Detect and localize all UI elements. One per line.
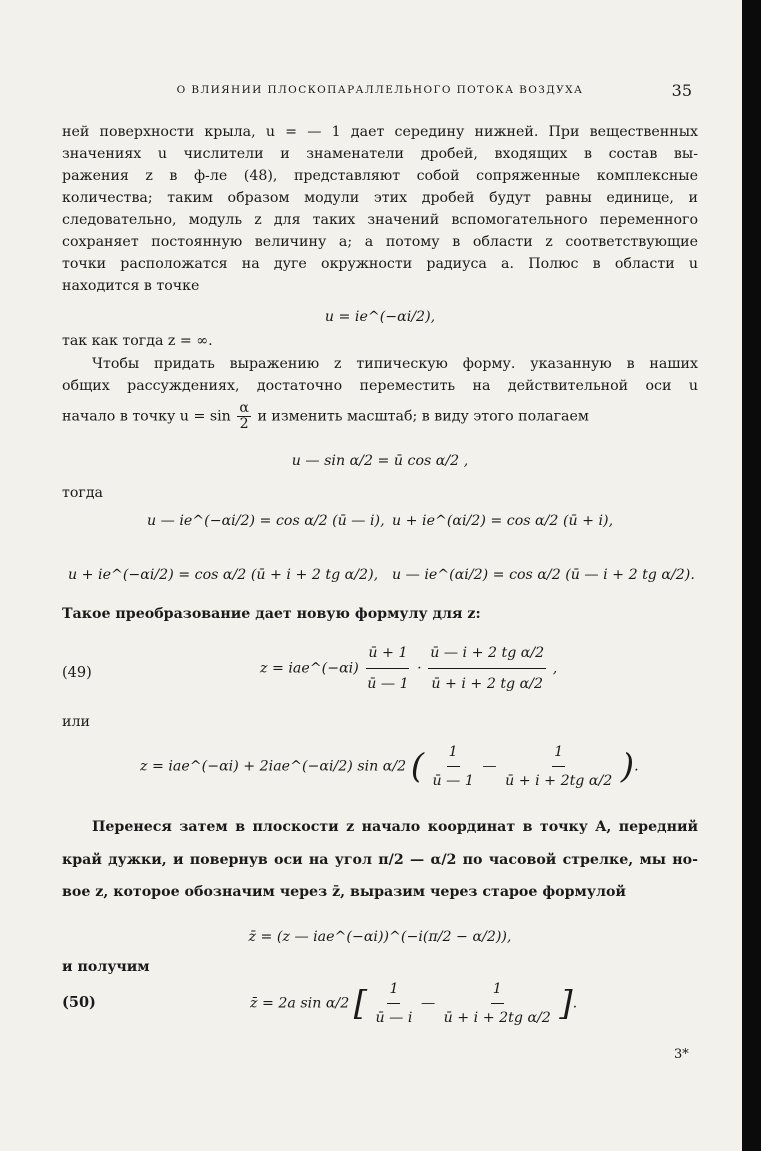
text-fragment: и изменить масштаб; в виду этого полагаем (257, 408, 589, 425)
text-line: так как тогда z = ∞. (62, 333, 213, 349)
text-line: количества; таким образом модули этих дробей будут равны единице, и (62, 190, 698, 206)
text-line: или (62, 714, 90, 730)
fraction (374, 975, 415, 1032)
punctuation: . (572, 995, 578, 1012)
text-line: вое z, которое обозначим через z̄, выразим через старое формулой (62, 884, 626, 900)
text-line: Такое преобразование дает новую формулу для z: (62, 606, 481, 622)
fraction-numerator: 1 (491, 975, 504, 1004)
text-line: ней поверхности крыла, u = — 1 дает середину нижней. При вещественных (62, 124, 698, 140)
text-line-with-fraction (62, 401, 698, 432)
text-fragment: начало в точку u = sin (62, 408, 231, 425)
fraction-numerator: ū — i + 2 tg α/2 (428, 638, 546, 669)
equation-rotation: z̄ = (z — iae^(−αi))^(−i(π/2 − α/2)), (248, 929, 512, 945)
fraction-denominator: ū + i + 2tg α/2 (505, 773, 613, 789)
running-header (60, 81, 700, 104)
fraction-denominator: ū — 1 (367, 676, 409, 692)
fraction-denominator: ū + i + 2tg α/2 (443, 1010, 551, 1026)
fraction-denominator: 2 (239, 416, 249, 432)
equation-alternative: z = iae^(−αi) + 2iae^(−αi/2) sin α/2 ( $\frac{1}{ū — 1}$ — $\frac{1}{\text{ū + i + 2tg α/2}}$ ). (140, 738, 680, 795)
scan-edge (742, 0, 761, 1151)
text-line: Перенеся затем в плоскости z начало координат в точку A, передний (92, 819, 698, 835)
fraction (365, 638, 410, 699)
fraction-numerator: 1 (552, 738, 565, 767)
text-line: ражения z в ф-ле (48), представляют собой сопряженные комплексные (62, 168, 698, 184)
text-line: общих рассуждениях, достаточно переместить на действительной оси u (62, 378, 698, 394)
fraction-denominator: ū + i + 2 tg α/2 (431, 676, 544, 692)
punctuation: . (634, 758, 639, 775)
punctuation: , (552, 660, 558, 677)
fraction-denominator: ū — 1 (432, 773, 474, 789)
equation-left: u — ie^(−αi/2) = cos α/2 (ū — i), (147, 513, 385, 529)
text-line: тогда (62, 485, 104, 501)
fraction (442, 975, 553, 1032)
fraction (237, 401, 251, 432)
fraction-denominator: ū — i (375, 1010, 413, 1026)
fraction (431, 738, 476, 795)
fraction (428, 638, 546, 699)
equation-body: z̄ = 2a sin α/2 [ $\frac{1}{ū — i}$ — $\frac{1}{\text{ū + i + 2tg α/2}}$ ]. (250, 975, 670, 1032)
equation-substitution: u — sin α/2 = ū cos α/2 , (291, 453, 469, 469)
signature-mark: 3* (674, 1047, 689, 1062)
text-line: край дужки, и повернув оси на угол π/2 — α/2 по часовой стрелке, мы но- (62, 852, 698, 868)
equation-number: (49) (62, 665, 92, 681)
page-number: 35 (671, 81, 692, 100)
equation-pole: u = ie^(−αi/2), (324, 309, 436, 325)
fraction-numerator: 1 (387, 975, 400, 1004)
equation-left: u + ie^(−αi/2) = cos α/2 (ū + i + 2 tg α/2), (68, 567, 379, 583)
equation-lhs: z̄ = 2a sin α/2 (250, 995, 350, 1012)
equation-body: z = iae^(−αi) $\frac{ū + 1}{ū — 1}$ · $\frac{\text{ū — i + 2 tg α/2}}{\text{ū + i + 2 tg α/2}}$ , (260, 638, 660, 699)
text-line: и получим (62, 959, 150, 975)
equation-right: u — ie^(αi/2) = cos α/2 (ū — i + 2 tg α/2). (392, 567, 695, 583)
fraction-numerator: 1 (447, 738, 460, 767)
equation-number: (50) (62, 994, 96, 1011)
equation-right: u + ie^(αi/2) = cos α/2 (ū + i), (392, 513, 614, 529)
text-line: Чтобы придать выражению z типическую форму. указанную в наших (92, 356, 698, 372)
text-line: значениях u числители и знаменатели дробей, входящих в состав вы- (62, 146, 698, 162)
equation-lhs: z = iae^(−αi) (260, 660, 359, 677)
fraction-numerator: ū + 1 (366, 638, 409, 669)
fraction (503, 738, 614, 795)
equation-lhs: z = iae^(−αi) + 2iae^(−αi/2) sin α/2 (140, 758, 407, 775)
fraction-numerator: α (239, 400, 249, 416)
header-title: О ВЛИЯНИИ ПЛОСКОПАРАЛЛЕЛЬНОГО ПОТОКА ВОЗДУХА (176, 84, 584, 96)
text-line: находится в точке (62, 278, 200, 294)
text-line: следовательно, модуль z для таких значений вспомогательного переменного (62, 212, 698, 228)
text-line: точки расположатся на дуге окружности радиуса a. Полюс в области u (62, 256, 698, 272)
text-line: сохраняет постоянную величину a; а потому в области z соответствующие (62, 234, 698, 250)
